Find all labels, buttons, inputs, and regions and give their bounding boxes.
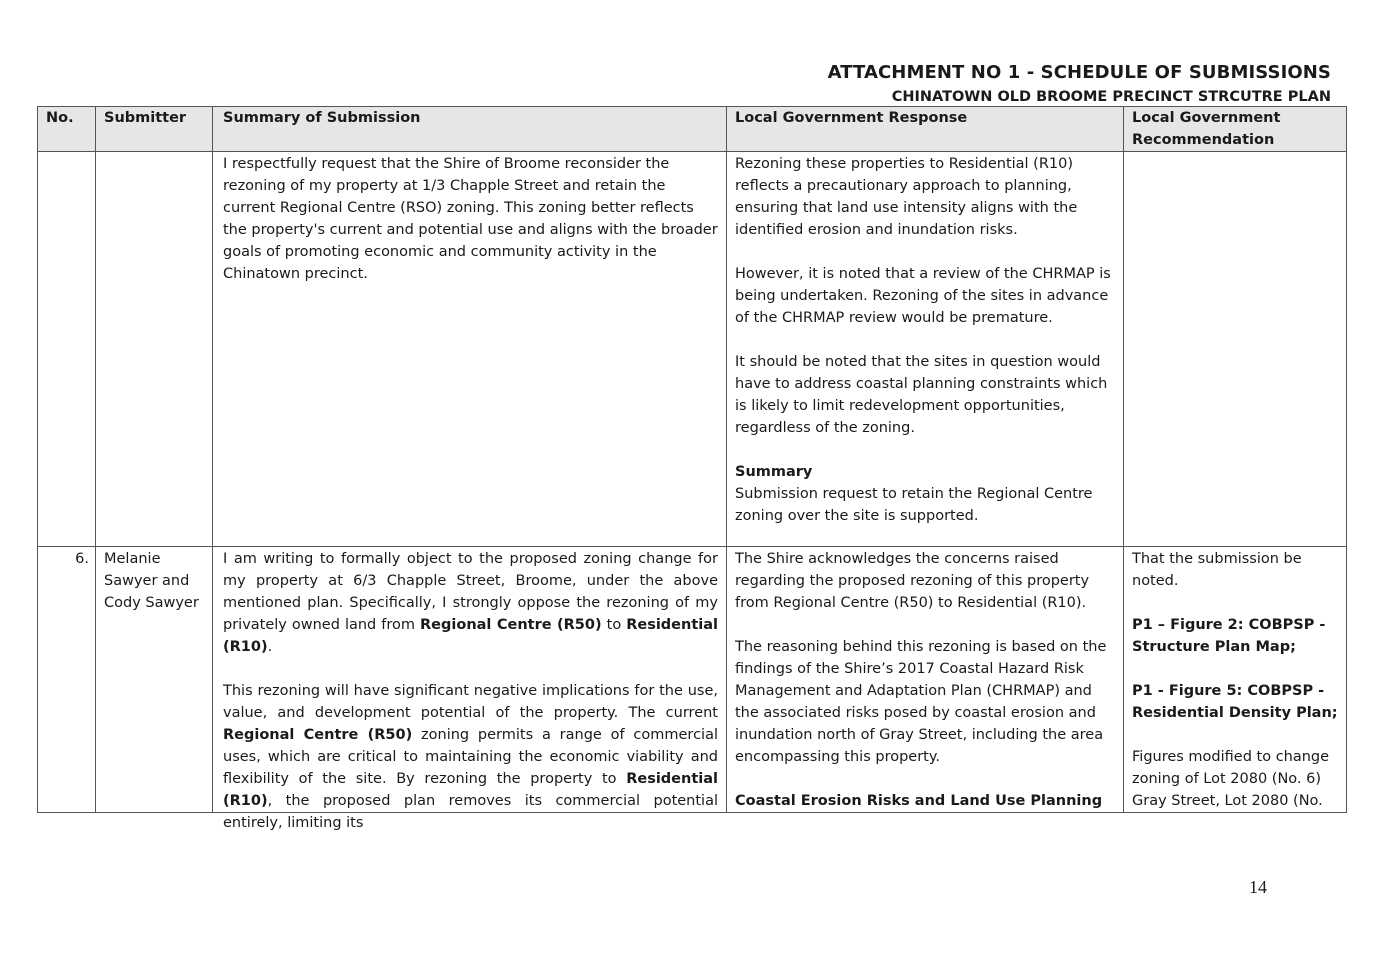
column-header-summary: Summary of Submission	[223, 110, 421, 126]
table-border-right	[1346, 106, 1347, 813]
row-6-summary-p2	[223, 680, 718, 834]
summary-p1-text-c: to	[601, 617, 627, 633]
row-6-recommendation	[1132, 548, 1340, 812]
row-6-summary-p1	[223, 548, 718, 658]
summary-p2-text-c: zoning permits a range of commercial uses, which are critical to maintaining the economic viability and flexibility of the site. By rezoning the property to	[223, 727, 718, 787]
summary-p1-text-a: I am writing to formally object to the proposed zoning change for my property at 6/3 Chapple Street, Broome, under the above mentioned plan. Specifically, I strongly oppose the rezoning of my privately owned land from	[223, 551, 718, 633]
document-subtitle: CHINATOWN OLD BROOME PRECINCT STRCUTRE PLAN	[891, 89, 1331, 105]
summary-p2-zone-proposed: Residential (R10)	[223, 771, 718, 809]
row-6-response	[735, 548, 1117, 812]
row-6-submitter: Melanie Sawyer and Cody Sawyer	[104, 551, 199, 611]
summary-p1-zone-from: Regional Centre (R50)	[420, 617, 602, 633]
document-title: ATTACHMENT NO 1 - SCHEDULE OF SUBMISSIONS	[827, 62, 1331, 83]
summary-p2-zone-current: Regional Centre (R50)	[223, 727, 413, 743]
row-6-response-p2: The reasoning behind this rezoning is based on the findings of the Shire’s 2017 Coastal Hazard Risk Management and Adaptation Plan (CHRMAP) and the associated risks posed by coastal erosion and inundation north of Gray Street, including the area encompassing this property.	[735, 639, 1107, 765]
table-header-divider	[37, 151, 1347, 152]
table-row-divider	[37, 546, 1347, 547]
table-border-left	[37, 106, 38, 813]
column-divider-1	[95, 106, 96, 813]
submissions-table	[37, 106, 1347, 831]
summary-heading: Summary	[735, 464, 813, 480]
row-6-summary	[223, 548, 718, 834]
continued-summary-text: I respectfully request that the Shire of Broome reconsider the rezoning of my property at 1/3 Chapple Street and retain the current Regional Centre (RSO) zoning. This zoning better reflects the property's current and potential use and aligns with the broader goals of promoting economic and community activity in the Chinatown precinct.	[223, 156, 718, 282]
continued-row-summary	[223, 153, 719, 285]
continued-response-p2: However, it is noted that a review of the CHRMAP is being undertaken. Rezoning of the sites in advance of the CHRMAP review would be premature.	[735, 266, 1111, 326]
column-header-submitter: Submitter	[104, 110, 187, 126]
column-header-no: No.	[46, 110, 74, 126]
continued-response-p3: It should be noted that the sites in question would have to address coastal planning constraints which is likely to limit redevelopment opportunities, regardless of the zoning.	[735, 354, 1108, 436]
summary-p1-text-e: .	[267, 639, 273, 655]
row-6-response-heading	[735, 790, 1117, 812]
recommendation-p2-text: P1 – Figure 2: COBPSP - Structure Plan Map;	[1132, 617, 1326, 655]
row-6-number: 6.	[75, 551, 89, 567]
recommendation-p3-text: P1 - Figure 5: COBPSP - Residential Density Plan;	[1132, 683, 1338, 721]
document-header	[828, 62, 1331, 107]
column-divider-2	[212, 106, 213, 813]
recommendation-p1: That the submission be noted.	[1132, 551, 1302, 589]
response-heading-text: Coastal Erosion Risks and Land Use Planning	[735, 793, 1103, 809]
continued-response-summary	[735, 461, 1117, 527]
column-header-response: Local Government Response	[735, 110, 968, 126]
summary-p2-text-e: , the proposed plan removes its commercial potential entirely, limiting its	[223, 793, 718, 831]
continued-row-response	[735, 153, 1117, 527]
page-number: 14	[1249, 877, 1267, 897]
recommendation-p2	[1132, 614, 1340, 658]
column-divider-4	[1123, 106, 1124, 813]
recommendation-p3	[1132, 680, 1340, 724]
column-header-recommendation: Local Government Recommendation	[1132, 110, 1281, 148]
row-6-response-p1: The Shire acknowledges the concerns raised regarding the proposed rezoning of this property from Regional Centre (R50) to Residential (R10).	[735, 551, 1090, 611]
summary-text: Submission request to retain the Regional Centre zoning over the site is supported.	[735, 486, 1093, 524]
column-divider-3	[726, 106, 727, 813]
summary-p1-zone-to: Residential (R10)	[223, 617, 718, 655]
continued-response-p1: Rezoning these properties to Residential (R10) reflects a precautionary approach to planning, ensuring that land use intensity aligns with the identified erosion and inundation risks.	[735, 156, 1078, 238]
summary-p2-text-a: This rezoning will have significant negative implications for the use, value, and development potential of the property. The current	[223, 683, 718, 721]
recommendation-p4: Figures modified to change zoning of Lot 2080 (No. 6) Gray Street, Lot 2080 (No.	[1132, 749, 1330, 809]
